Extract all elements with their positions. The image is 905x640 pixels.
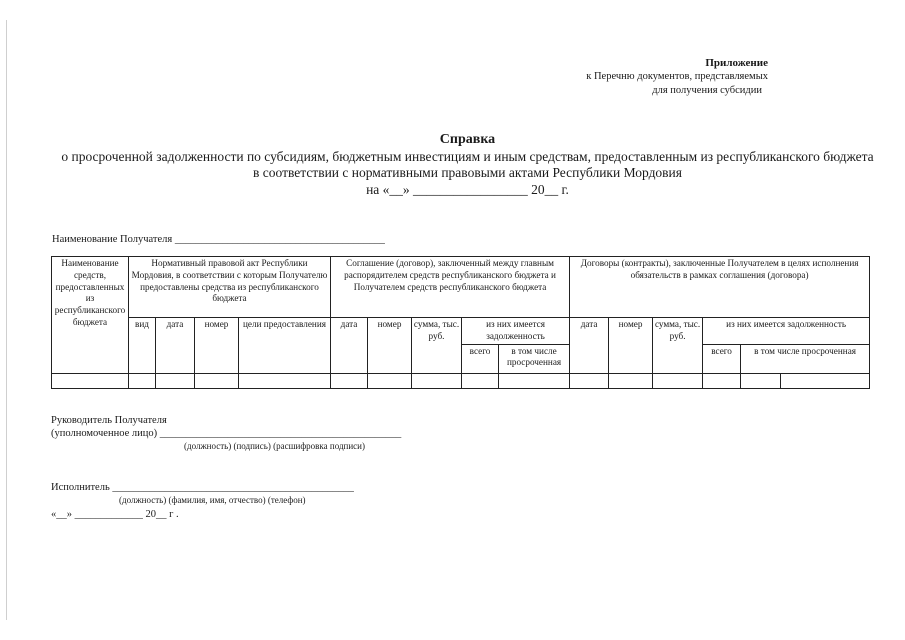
table-cell[interactable]	[462, 373, 499, 388]
table-cell[interactable]	[703, 373, 741, 388]
col-act-number: номер	[195, 318, 239, 374]
col-agreement-debt-overdue: в том числе просроченная	[499, 344, 570, 373]
executor-caption: (должность) (фамилия, имя, отчество) (телефон)	[119, 495, 306, 505]
head-sign-caption: (должность) (подпись) (расшифровка подписи)	[184, 441, 365, 451]
table-cell[interactable]	[570, 373, 609, 388]
table-empty-row	[52, 373, 870, 388]
table-cell[interactable]	[52, 373, 129, 388]
document-title: Справка	[439, 132, 496, 147]
head-sign-label: Руководитель Получателя	[51, 415, 167, 426]
group-contracts: Договоры (контракты), заключенные Получателем в целях исполнения обязательств в рамках соглашения (договора)	[570, 257, 870, 318]
executor-line[interactable]: Исполнитель ______________________________________________	[51, 482, 354, 493]
appendix-line2: для получения субсидии	[652, 85, 762, 96]
col-contract-debt: из них имеется задолженность	[703, 318, 870, 345]
page-margin-line	[6, 20, 7, 620]
group-agreement: Соглашение (договор), заключенный между главным распорядителем средств республиканского бюджета и Получателем средств республиканского бюджета	[331, 257, 570, 318]
table-cell[interactable]	[412, 373, 462, 388]
executor-date[interactable]: «__» _____________ 20__ г .	[51, 509, 179, 520]
col-act-date: дата	[156, 318, 195, 374]
table-cell[interactable]	[195, 373, 239, 388]
group-regulatory-act: Нормативный правовой акт Республики Мордовия, в соответствии с которым Получателю предоставлены средства из республиканского бюджета	[129, 257, 331, 318]
document-subtitle: о просроченной задолженности по субсидиям, бюджетным инвестициям и иным средствам, предоставленным из республиканского бюджета в соответствии с нормативными правовыми актами Республики Мордовия	[61, 148, 874, 180]
col-act-purpose: цели предоставления	[239, 318, 331, 374]
recipient-name-blank[interactable]: ________________________________________	[174, 234, 385, 245]
appendix-title: Приложение	[705, 57, 768, 69]
head-sign-line[interactable]: (уполномоченное лицо) ______________________________________________	[51, 428, 402, 439]
report-date-line: на «__» _________________ 20__ г.	[366, 181, 569, 197]
recipient-name-row	[52, 233, 385, 246]
appendix-line1: к Перечню документов, представляемых	[586, 71, 768, 82]
table-cell[interactable]	[653, 373, 703, 388]
col-agreement-number: номер	[368, 318, 412, 374]
col-agreement-sum: сумма, тыс. руб.	[412, 318, 462, 374]
appendix-block	[586, 56, 768, 98]
title-block	[60, 132, 875, 198]
col-contract-debt-total: всего	[703, 344, 741, 373]
table-cell[interactable]	[741, 373, 781, 388]
col-contract-number: номер	[609, 318, 653, 374]
table-cell[interactable]	[331, 373, 368, 388]
col-contract-sum: сумма, тыс. руб.	[653, 318, 703, 374]
col-agreement-debt: из них имеется задолженность	[462, 318, 570, 345]
table-cell[interactable]	[129, 373, 156, 388]
col-act-type: вид	[129, 318, 156, 374]
head-sign-block	[51, 414, 401, 440]
table-cell[interactable]	[239, 373, 331, 388]
col-agreement-date: дата	[331, 318, 368, 374]
table-cell[interactable]	[156, 373, 195, 388]
col-contract-debt-overdue: в том числе просроченная	[741, 344, 870, 373]
col-contract-date: дата	[570, 318, 609, 374]
recipient-name-label: Наименование Получателя	[52, 234, 173, 245]
table-cell[interactable]	[609, 373, 653, 388]
table-cell[interactable]	[781, 373, 870, 388]
table-cell[interactable]	[499, 373, 570, 388]
col-agreement-debt-total: всего	[462, 344, 499, 373]
table-cell[interactable]	[368, 373, 412, 388]
debt-table	[51, 256, 870, 389]
col-funds-name: Наименование средств, предоставленных из республиканского бюджета	[52, 257, 129, 374]
